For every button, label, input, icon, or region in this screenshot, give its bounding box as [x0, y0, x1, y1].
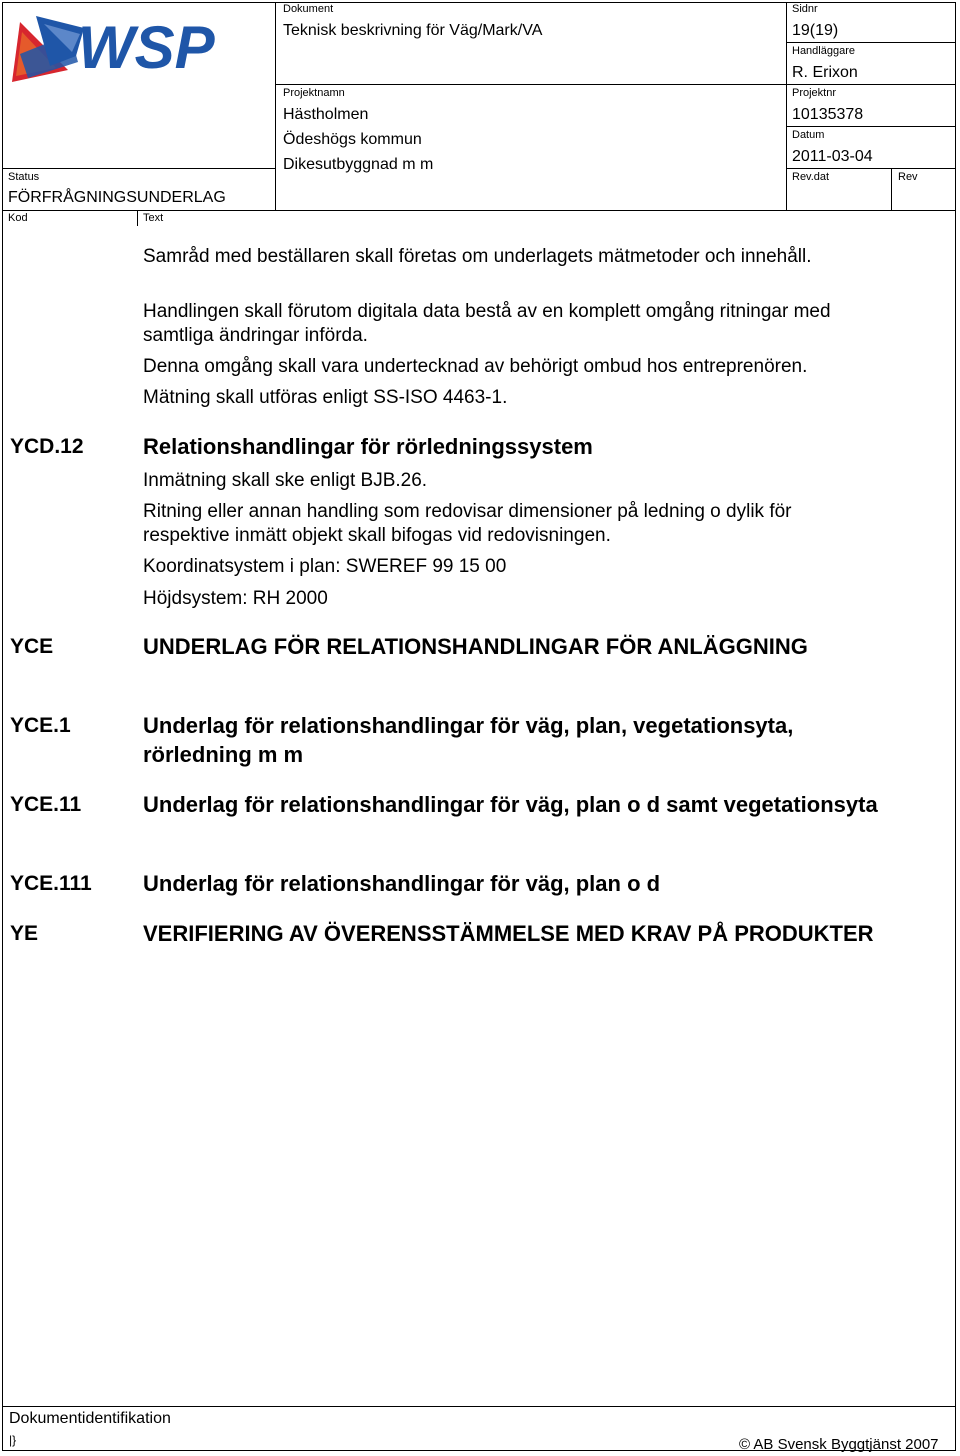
- sidnr-label: Sidnr: [792, 3, 818, 15]
- copyright-icon: ©: [739, 1436, 751, 1453]
- body-paragraph: Koordinatsystem i plan: SWEREF 99 15 00: [143, 556, 507, 577]
- header-divider: [786, 42, 956, 43]
- projektnr-label: Projektnr: [792, 87, 837, 99]
- footer-divider: [2, 1406, 956, 1407]
- body-paragraph: Handlingen skall förutom digitala data bestå av en komplett omgång ritningar med samtliga ändringar införda.: [143, 301, 831, 346]
- handlaggare-label: Handläggare: [792, 45, 855, 57]
- copyright-text: AB Svensk Byggtjänst 2007: [753, 1436, 939, 1453]
- status-value: FÖRFRÅGNINGSUNDERLAG: [8, 189, 226, 206]
- body-paragraph: Höjdsystem: RH 2000: [143, 588, 328, 609]
- logo-text: WSP: [78, 14, 215, 81]
- doc-id-label: Dokumentidentifikation: [9, 1410, 171, 1427]
- header-divider: [275, 2, 276, 210]
- section-code: YCE.1: [10, 714, 71, 737]
- projektnamn-line: Dikesutbyggnad m m: [283, 156, 434, 173]
- handlaggare-value: R. Erixon: [792, 64, 858, 81]
- doc-id-value: |}: [9, 1433, 17, 1447]
- wsp-logo: [10, 10, 250, 90]
- section-code: YCE.111: [10, 872, 92, 895]
- sidnr-value: 19(19): [792, 22, 839, 39]
- projektnamn-label: Projektnamn: [283, 87, 345, 99]
- body-paragraph: Inmätning skall ske enligt BJB.26.: [143, 470, 428, 491]
- text-label: Text: [143, 212, 164, 224]
- dokument-label: Dokument: [283, 3, 334, 15]
- section-code: YCD.12: [10, 435, 84, 458]
- section-title: Underlag för relationshandlingar för väg, plan o d: [143, 871, 661, 896]
- datum-label: Datum: [792, 129, 825, 141]
- header-divider: [2, 210, 956, 211]
- header-divider: [275, 84, 956, 85]
- header-divider: [2, 168, 275, 169]
- section-code: YCE: [10, 635, 54, 658]
- section-code: YCE.11: [10, 793, 82, 816]
- dokument-value: Teknisk beskrivning för Väg/Mark/VA: [283, 22, 543, 39]
- body-paragraph: Denna omgång skall vara undertecknad av behörigt ombud hos entreprenören.: [143, 356, 808, 377]
- header-divider: [891, 168, 892, 210]
- datum-value: 2011-03-04: [792, 148, 873, 165]
- projektnamn-line: Ödeshögs kommun: [283, 131, 422, 148]
- section-title: VERIFIERING AV ÖVERENSSTÄMMELSE MED KRAV PÅ PRODUKTER: [143, 921, 874, 946]
- rev-label: Rev: [898, 171, 918, 183]
- body-paragraph: Mätning skall utföras enligt SS-ISO 4463-1.: [143, 387, 508, 408]
- kod-label: Kod: [8, 212, 28, 224]
- copyright-line: [739, 1436, 939, 1454]
- revdat-label: Rev.dat: [792, 171, 830, 183]
- header-divider: [786, 126, 956, 127]
- wsp-logo-mark: [10, 10, 250, 90]
- header-divider: [137, 210, 138, 226]
- section-title: Underlag för relationshandlingar för väg, plan o d samt vegetationsyta: [143, 792, 878, 817]
- header-divider: [786, 168, 956, 169]
- header-divider: [786, 2, 787, 210]
- section-title: UNDERLAG FÖR RELATIONSHANDLINGAR FÖR ANLÄGGNING: [143, 634, 808, 659]
- status-label: Status: [8, 171, 40, 183]
- body-paragraph: Ritning eller annan handling som redovisar dimensioner på ledning o dylik för respektive inmätt objekt skall bifogas vid redovisningen.: [143, 501, 792, 546]
- projektnamn-line: Hästholmen: [283, 106, 369, 123]
- section-title: Underlag för relationshandlingar för väg, plan, vegetationsyta, rörledning m m: [143, 713, 794, 767]
- section-title: Relationshandlingar för rörledningssystem: [143, 434, 593, 459]
- projektnr-value: 10135378: [792, 106, 864, 123]
- body-paragraph: Samråd med beställaren skall företas om underlagets mätmetoder och innehåll.: [143, 246, 812, 267]
- section-code: YE: [10, 922, 39, 945]
